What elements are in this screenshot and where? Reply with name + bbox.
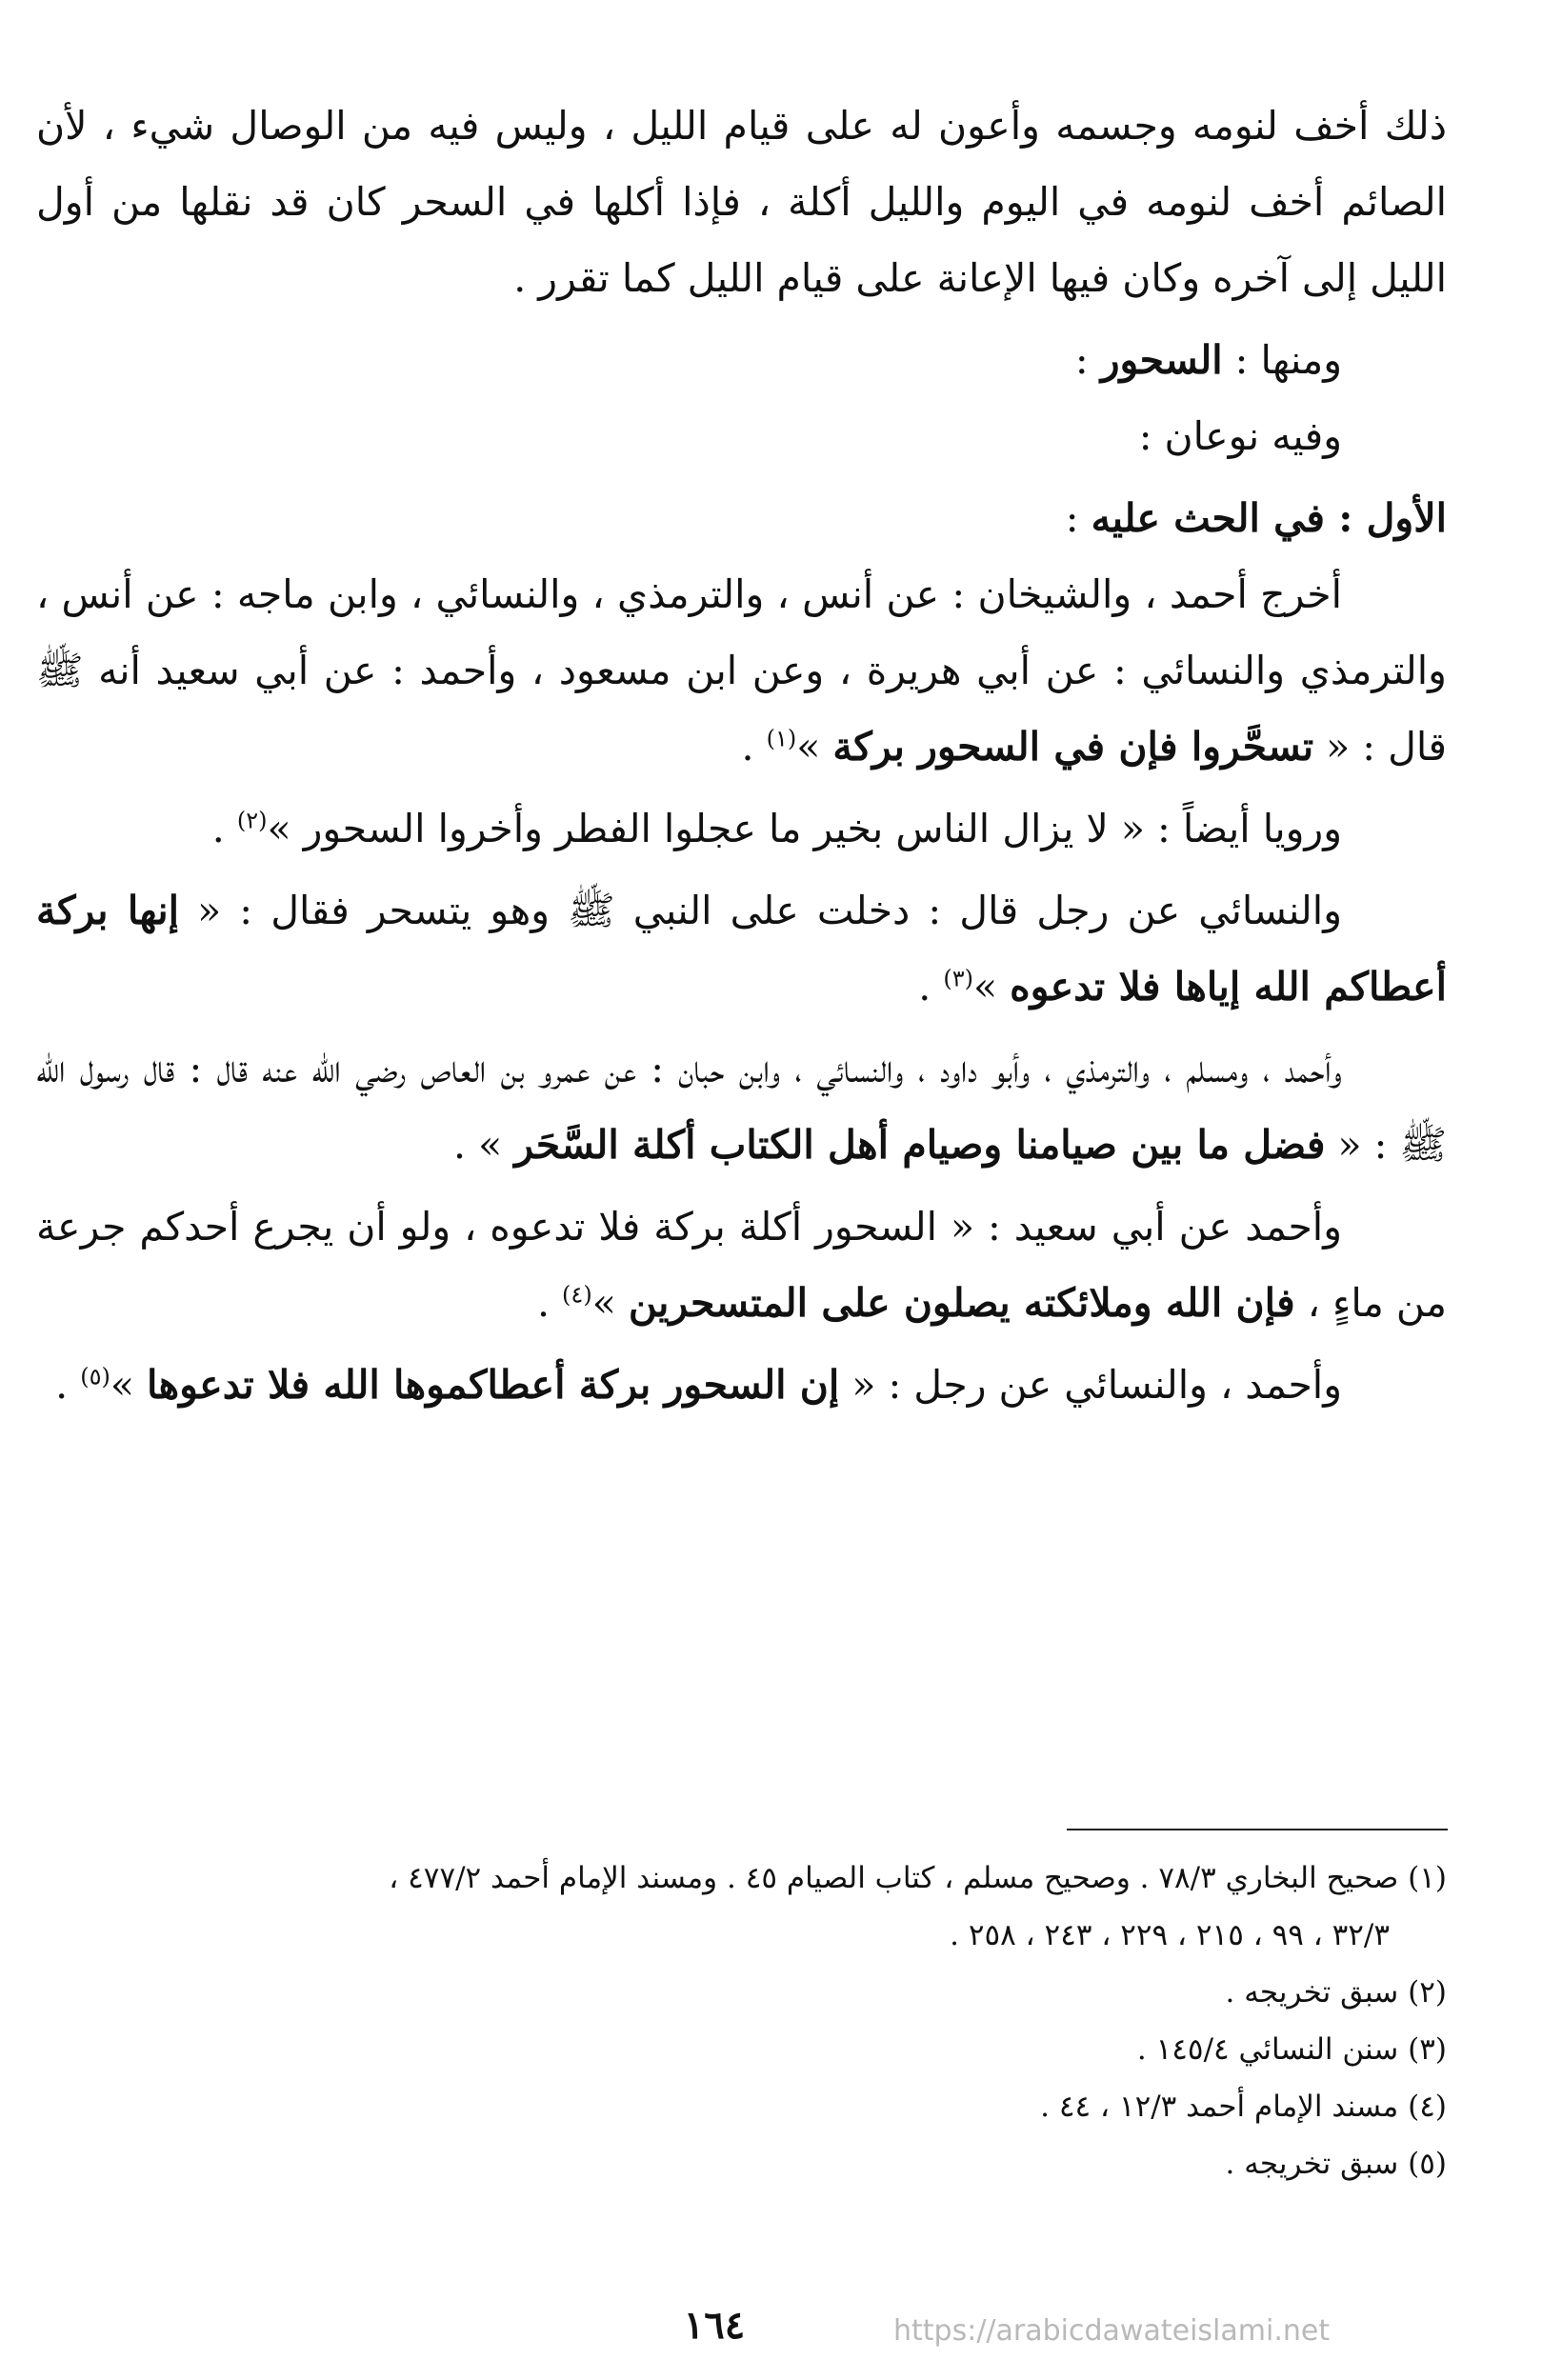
paragraph-6-text: ورويا أيضاً : « لا يزال الناس بخير ما عجلوا الفطر وأخروا السحور »	[267, 806, 1342, 851]
paragraph-8-text: عمرو بن العاص رضي الله عنه قال : قال رسول الله ﷺ : «	[36, 1046, 1447, 1168]
paragraph-6	[36, 790, 1447, 867]
paragraph-5-end: .	[741, 724, 767, 770]
hadith-quote-1: تسحَّروا فإن في السحور بركة	[832, 724, 1314, 770]
paragraph-2-text: ومنها :	[1222, 337, 1342, 383]
quote-close: »	[110, 1362, 148, 1408]
paragraph-5-line-2: عن أنس ، والترمذي والنسائي : عن أبي هريرة ، وعن ابن مسعود ، وأحمد : عن	[36, 571, 1447, 693]
subheading-first-type: الأول : في الحث عليه	[1091, 495, 1447, 541]
footnote-1-continued: ٣٢/٣ ، ٩٩ ، ٢١٥ ، ٢٢٩ ، ٢٤٣ ، ٢٥٨ .	[950, 1918, 1390, 1952]
footnote-divider	[1067, 1829, 1448, 1830]
paragraph-5-text: أبي سعيد أنه ﷺ قال : «	[36, 648, 1447, 770]
paragraph-1	[36, 88, 1447, 316]
paragraph-9-end: .	[536, 1280, 563, 1326]
footnote-4: (٤) مسند الإمام أحمد ١٢/٣ ، ٤٤ .	[1040, 2090, 1447, 2124]
quote-close: »	[796, 724, 833, 770]
paragraph-5-line-1: أخرج أحمد ، والشيخان : عن أنس ، والترمذي ، والنسائي ، وابن ماجه :	[210, 571, 1342, 617]
watermark-url: https://arabicdawateislami.net	[893, 2314, 1331, 2348]
quote-close: »	[973, 964, 1011, 1010]
paragraph-4-colon: :	[1065, 495, 1091, 541]
paragraph-5	[36, 556, 1447, 785]
main-text	[36, 88, 1447, 1423]
paragraph-10-text: وأحمد ، والنسائي عن رجل : «	[839, 1362, 1342, 1408]
paragraph-7	[36, 872, 1447, 1025]
footnote-ref-5: (٥)	[80, 1363, 110, 1390]
footnote-ref-1: (١)	[766, 725, 797, 752]
footnote-1: (١) صحيح البخاري ٧٨/٣ . وصحيح مسلم ، كتاب الصيام ٤٥ . ومسند الإمام أحمد ٤٧٧/٢ ،	[389, 1861, 1447, 1895]
paragraph-2-colon: :	[1074, 337, 1101, 383]
paragraph-7-end: .	[918, 964, 944, 1010]
hadith-quote-3: إنها بركة أعطاكم الله إياها فلا تدعوه	[36, 888, 1447, 1010]
paragraph-4	[36, 480, 1447, 556]
quote-close: »	[591, 1280, 629, 1326]
paragraph-1-line-2: الصائم أخف لنومه في اليوم والليل أكلة ، فإذا أكلها في السحر كان قد نقلها من أول	[36, 179, 1447, 225]
footnote-3: (٣) سنن النسائي ١٤٥/٤ .	[1136, 2032, 1447, 2067]
footnotes	[36, 1851, 1447, 2194]
paragraph-8	[36, 1030, 1447, 1183]
hadith-quote-6: إن السحور بركة أعطاكموها الله فلا تدعوها	[147, 1362, 840, 1408]
page-number: ١٦٤	[683, 2303, 746, 2348]
footnote-ref-4: (٤)	[562, 1281, 592, 1309]
paragraph-8-line-1: وأحمد ، ومسلم ، والترمذي ، وأبو داود ، والنسائي ، وابن حبان : عن	[604, 1046, 1342, 1091]
section-heading-suhoor: السحور	[1100, 337, 1223, 383]
paragraph-3: وفيه نوعان :	[1138, 413, 1342, 459]
hadith-quote-4: فضل ما بين صيامنا وصيام أهل الكتاب أكلة السَّحَر	[514, 1122, 1326, 1168]
hadith-quote-5: فإن الله وملائكته يصلون على المتسحرين	[628, 1280, 1295, 1326]
paragraph-8-end: » .	[453, 1122, 515, 1168]
footnote-2: (٢) سبق تخريجه .	[1225, 1975, 1447, 2010]
paragraph-10-end: .	[55, 1362, 81, 1408]
paragraph-9-text: وأحمد عن أبي سعيد : « السحور أكلة بركة فلا تدعوه ، ولو أن يجرع أحدكم جرعة من ماءٍ ،	[36, 1204, 1447, 1326]
paragraph-1-line-1: ذلك أخف لنومه وجسمه وأعون له على قيام الليل ، وليس فيه من الوصال شيء ، لأن	[36, 103, 1447, 149]
paragraph-10	[36, 1347, 1447, 1423]
paragraph-2	[36, 322, 1447, 398]
paragraph-1-line-3: الليل إلى آخره وكان فيها الإعانة على قيام الليل كما تقرر .	[513, 255, 1447, 301]
footnote-5: (٥) سبق تخريجه .	[1225, 2147, 1447, 2181]
paragraph-7-text: والنسائي عن رجل قال : دخلت على النبي ﷺ وهو يتسحر فقال : «	[179, 888, 1342, 933]
footnote-ref-2: (٢)	[236, 807, 268, 834]
footnote-ref-3: (٣)	[943, 965, 974, 992]
paragraph-6-end: .	[211, 806, 237, 851]
paragraph-9	[36, 1189, 1447, 1341]
